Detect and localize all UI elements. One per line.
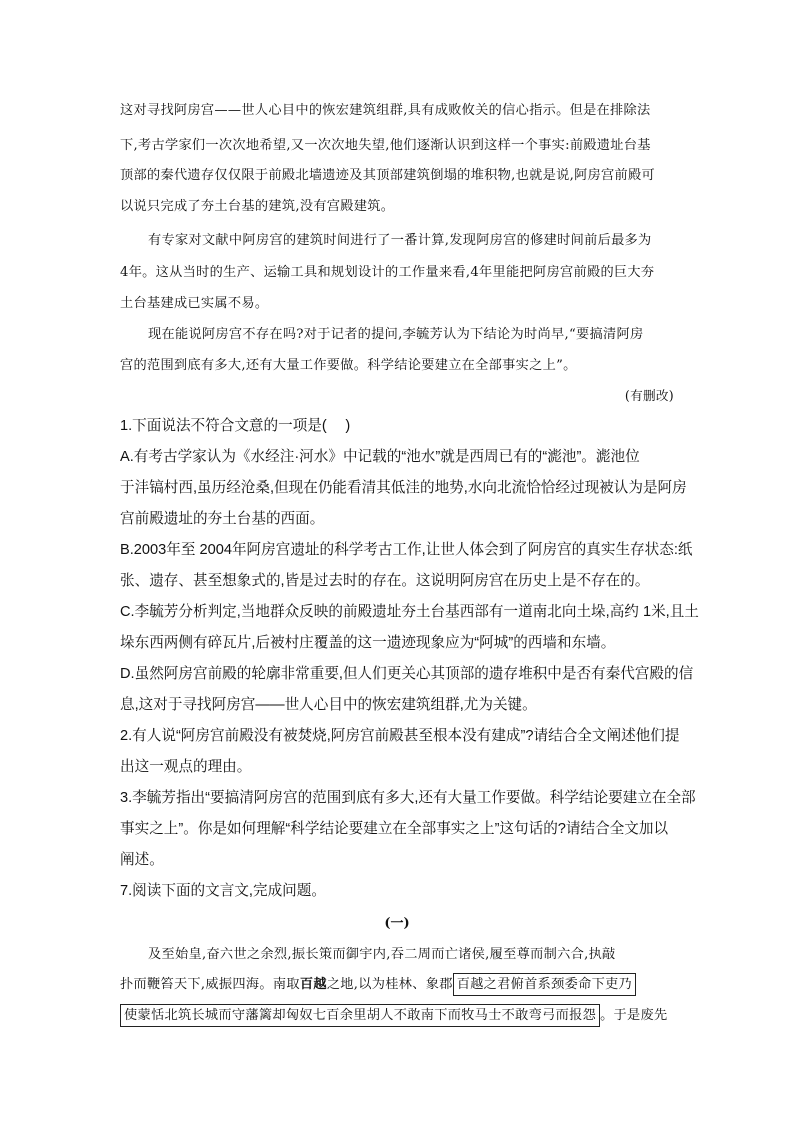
classical-line: 及至始皇,奋六世之余烈,振长策而御宇内,吞二周而亡诸侯,履至尊而制六合,执敲: [148, 947, 616, 962]
classical-line: [120, 978, 636, 991]
classical-text: 之地,以为桂林、象郡: [326, 977, 453, 992]
question-line: 事实之上”。你是如何理解“科学结论要建立在全部事实之上”这句话的?请结合全文加以: [120, 821, 669, 837]
classical-line: [120, 1009, 668, 1022]
source-note: (有删改): [624, 388, 674, 403]
passage-line: 现在能说阿房宫不存在吗?对于记者的提问,李毓芳认为下结论为时尚早,“要搞清阿房: [148, 327, 644, 342]
question-line: 2.有人说“阿房宫前殿没有被焚烧,阿房宫前殿甚至根本没有建成”?请结合全文阐述他们提: [120, 728, 680, 744]
question-line: 于沣镐村西,虽历经沧桑,但现在仍能看清其低洼的地势,水向北流恰恰经过现被认为是阿房: [120, 480, 687, 496]
emphasized-text: 百越: [299, 977, 327, 992]
question-line: B.2003年至 2004年阿房宫遗址的科学考古工作,让世人体会到了阿房宫的真实生存状态:纸: [120, 542, 693, 558]
question-line: 7.阅读下面的文言文,完成问题。: [120, 883, 326, 899]
passage-line: 以说只完成了夯土台基的建筑,没有宫殿建筑。: [120, 199, 395, 214]
question-line: D.虽然阿房宫前殿的轮廓非常重要,但人们更关心其顶部的遗存堆积中是否有秦代宫殿的信: [120, 666, 694, 682]
question-line: 3.李毓芳指出“要搞清阿房宫的范围到底有多大,还有大量工作要做。科学结论要建立在全部: [120, 790, 696, 806]
question-line: 息,这对于寻找阿房宫——世人心目中的恢宏建筑组群,尤为关键。: [120, 697, 537, 713]
passage-line: 土台基建成已实属不易。: [120, 296, 269, 311]
question-line: 出这一观点的理由。: [120, 759, 252, 775]
section-heading: (一): [384, 916, 410, 931]
question-line: 垛东西两侧有碎瓦片,后被村庄覆盖的这一遗迹现象应为“阿城”的西墙和东墙。: [120, 635, 616, 651]
passage-line: 宫的范围到底有多大,还有大量工作要做。科学结论要建立在全部事实之上”。: [120, 358, 577, 373]
passage-line: 有专家对文献中阿房宫的建筑时间进行了一番计算,发现阿房宫的修建时间前后最多为: [148, 233, 652, 248]
question-line: 阐述。: [120, 852, 164, 868]
boxed-passage: 使蒙恬北筑长城而守藩篱却匈奴七百余里胡人不敢南下而牧马士不敢弯弓而报怨: [120, 1004, 600, 1027]
classical-text: 。于是废先: [600, 1008, 668, 1023]
passage-line: 4年。这从当时的生产、运输工具和规划设计的工作量来看,4年里能把阿房宫前殿的巨大夯: [120, 265, 655, 280]
boxed-passage: 百越之君俯首系颈委命下吏乃: [453, 973, 636, 996]
question-line: 张、遗存、甚至想象式的,皆是过去时的存在。这说明阿房宫在历史上是不存在的。: [120, 573, 650, 589]
passage-line: 下,考古学家们一次次地希望,又一次次地失望,他们逐渐认识到这样一个事实:前殿遗址台基: [120, 138, 651, 153]
question-line: 宫前殿遗址的夯土台基的西面。: [120, 511, 325, 527]
passage-line: 顶部的秦代遗存仅仅限于前殿北墙遗迹及其顶部建筑倒塌的堆积物,也就是说,阿房宫前殿可: [120, 168, 655, 183]
passage-line: 这对寻找阿房宫——世人心目中的恢宏建筑组群,具有成败攸关的信心指示。但是在排除法: [120, 103, 651, 118]
question-line: 1.下面说法不符合文意的一项是( ): [120, 418, 351, 434]
classical-text: 扑而鞭笞天下,威振四海。南取: [120, 977, 300, 992]
question-line: C.李毓芳分析判定,当地群众反映的前殿遗址夯土台基西部有一道南北向土垛,高约 1米,且土: [120, 604, 699, 620]
question-line: A.有考古学家认为《水经注·河水》中记载的“池水”就是西周已有的“滮池”。滮池位: [120, 449, 640, 465]
